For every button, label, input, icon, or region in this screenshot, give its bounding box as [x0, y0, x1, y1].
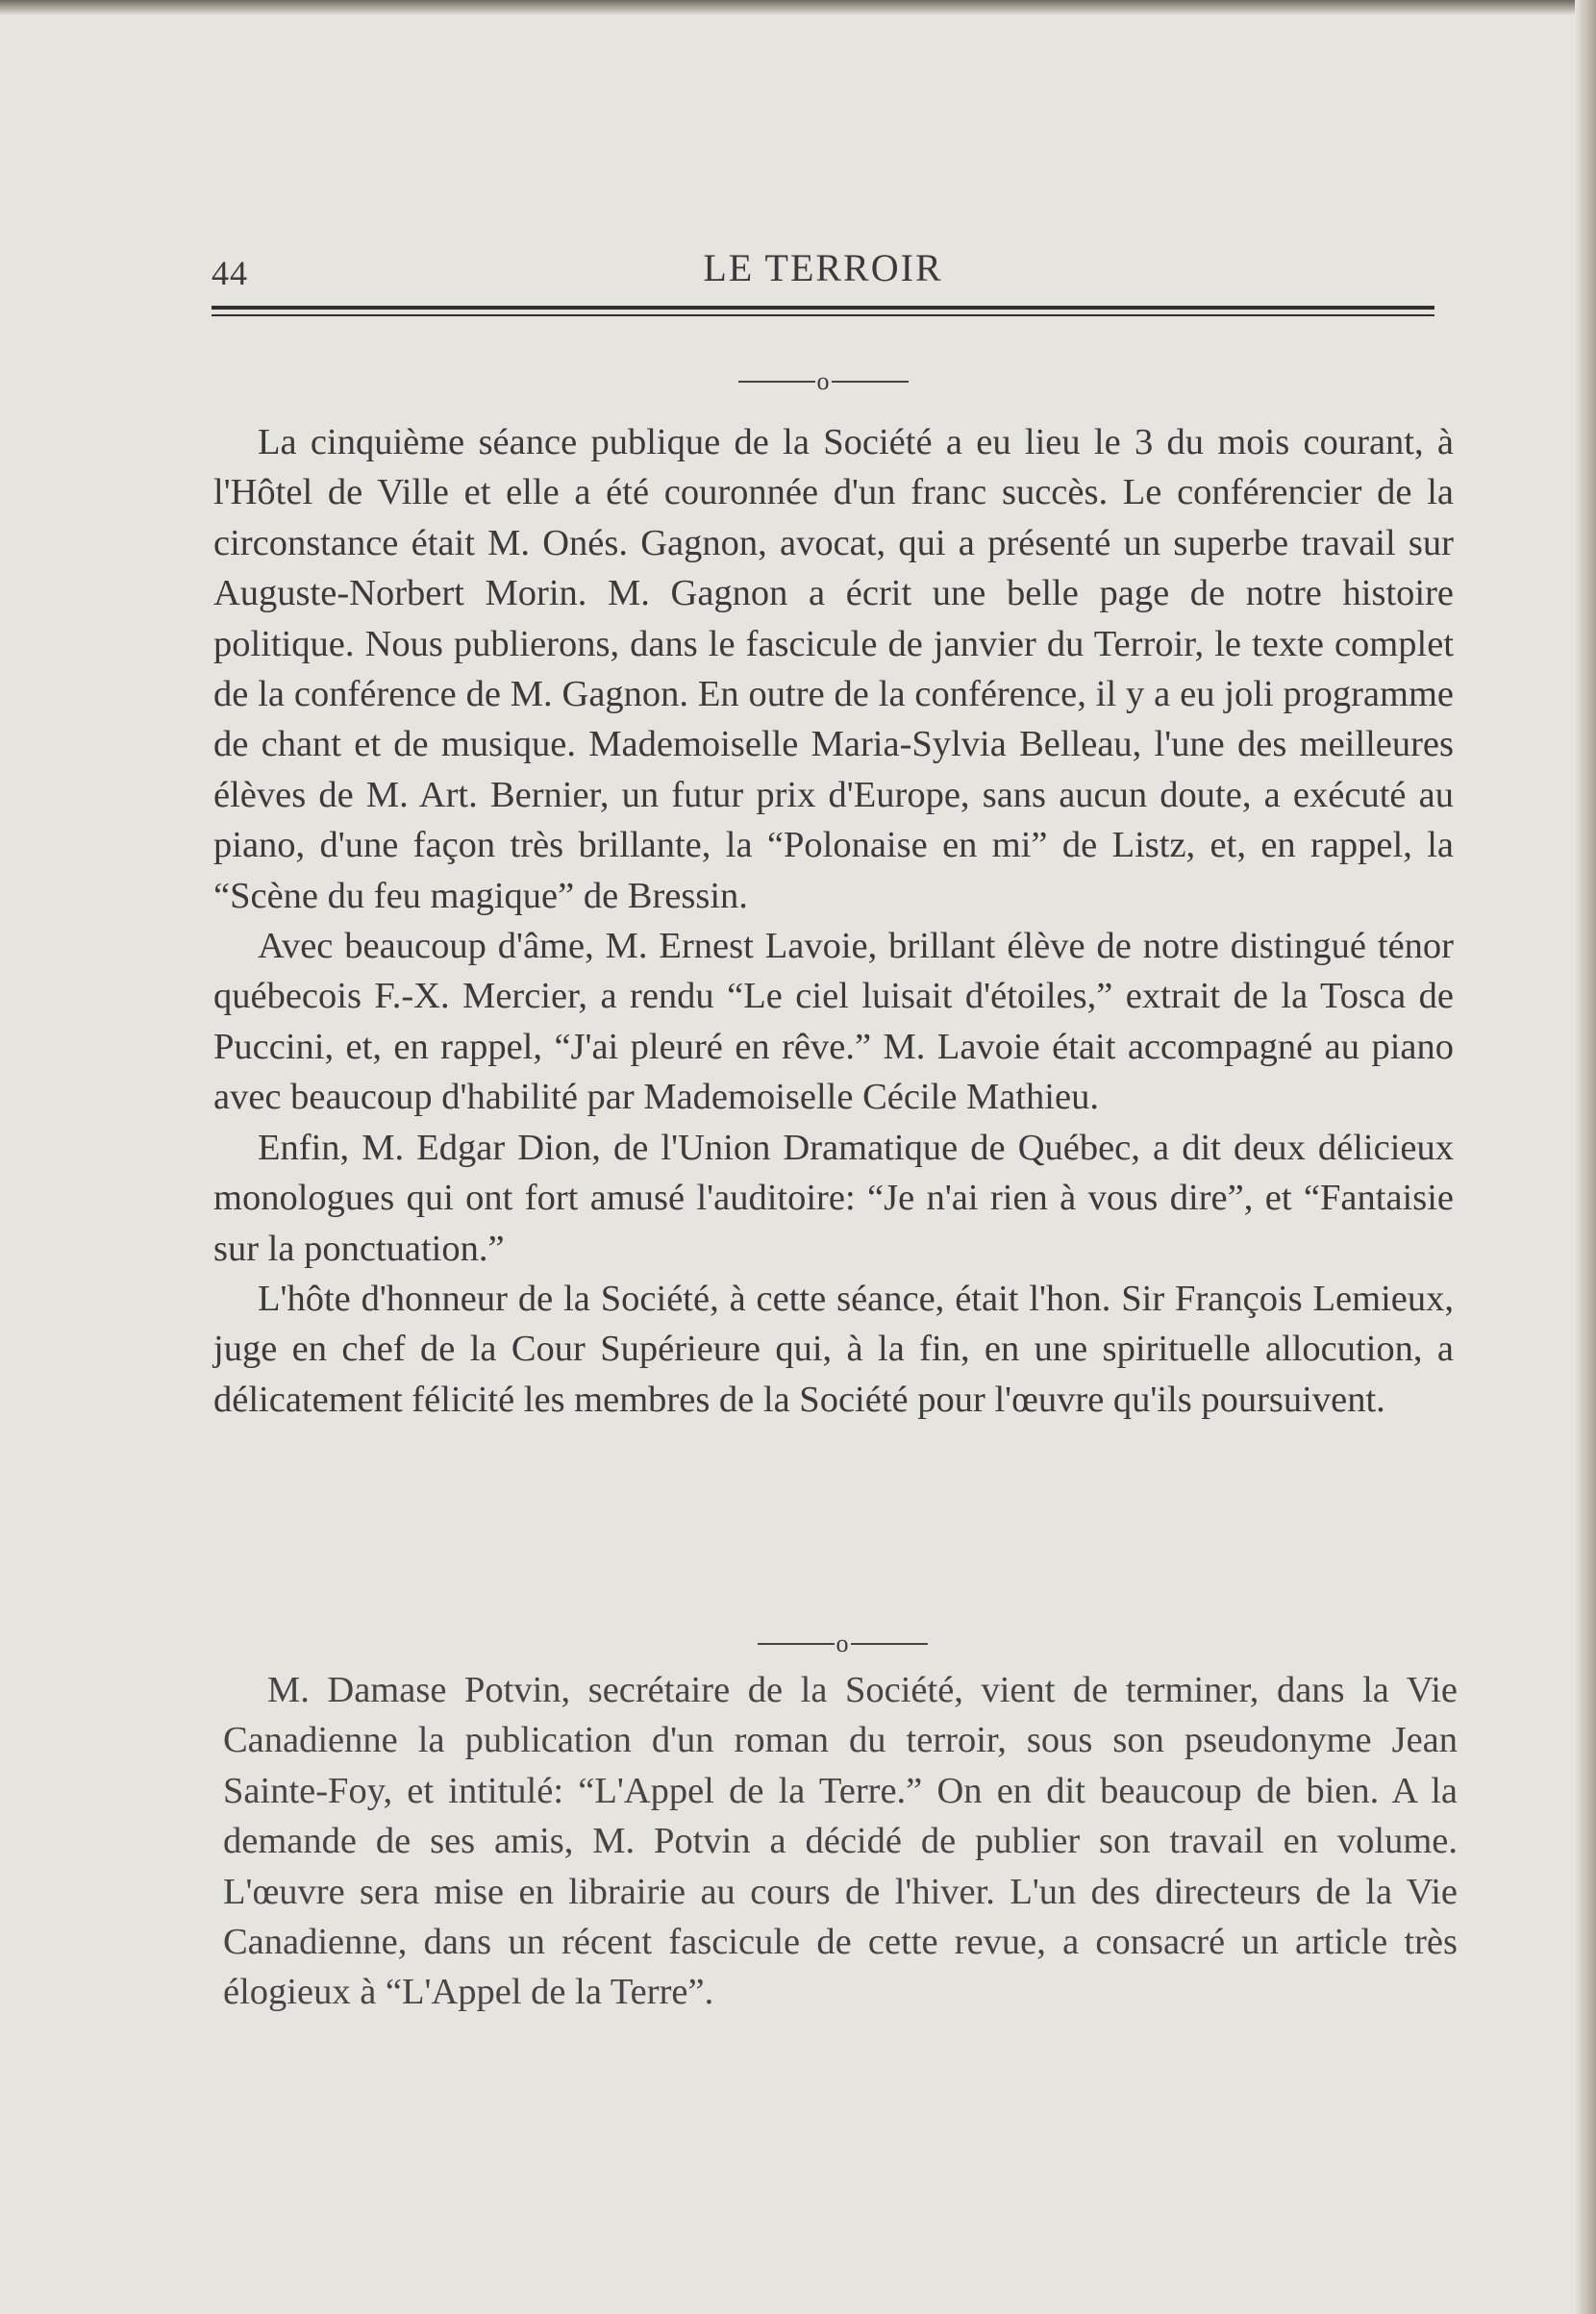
page-number: 44	[212, 254, 248, 292]
separator-line-left	[758, 1643, 835, 1645]
article-section-1	[213, 417, 1454, 1425]
section-separator	[212, 365, 1434, 394]
page-right-edge	[1575, 0, 1596, 2314]
separator-line-right	[851, 1643, 928, 1645]
separator-line-right	[832, 381, 909, 383]
running-title: LE TERROIR	[703, 246, 943, 289]
header-rule-thick	[212, 306, 1434, 310]
paragraph: La cinquième séance publique de la Société a eu lieu le 3 du mois courant, à l'Hôtel de Ville et elle a été couronnée d'un franc succès. Le conférencier de la circonstance était M. Onés. Gagnon, avocat, qui a présenté un superbe travail sur Auguste-Norbert Morin. M. Gagnon a écrit une belle page de notre histoire politique. Nous publierons, dans le fascicule de janvier du Terroir, le texte complet de la conférence de M. Gagnon. En outre de la conférence, il y a eu joli programme de chant et de musique. Mademoiselle Maria-Sylvia Belleau, l'une des meilleures élèves de M. Art. Bernier, un futur prix d'Europe, sans aucun doute, a exécuté au piano, d'une façon très brillante, la “Polonaise en mi” de Listz, et, en rappel, la “Scène du feu magique” de Bressin.	[213, 422, 1454, 916]
paragraph: L'hôte d'honneur de la Société, à cette séance, était l'hon. Sir François Lemieux, juge en chef de la Cour Supérieure qui, à la fin, en une spirituelle allocution, a délicatement félicité les membres de la Société pour l'œuvre qu'ils poursuivent.	[213, 1278, 1454, 1420]
paragraph: M. Damase Potvin, secrétaire de la Société, vient de terminer, dans la Vie Canadienne la publication d'un roman du terroir, sous son pseudonyme Jean Sainte-Foy, et intitulé: “L'Appel de la Terre.” On en dit beaucoup de bien. A la demande de ses amis, M. Potvin a décidé de publier son travail en volume. L'œuvre sera mise en librairie au cours de l'hiver. L'un des directeurs de la Vie Canadienne, dans un récent fascicule de cette revue, a consacré un article très élogieux à “L'Appel de la Terre”.	[223, 1670, 1458, 2013]
separator-line-left	[738, 381, 815, 383]
separator-ornament: o	[816, 367, 830, 396]
article-section-2	[223, 1665, 1458, 2018]
section-separator	[231, 1628, 1454, 1656]
page-top-edge	[0, 0, 1596, 15]
running-header	[212, 245, 1434, 293]
paragraph: Enfin, M. Edgar Dion, de l'Union Dramatique de Québec, a dit deux délicieux monologues qui ont fort amusé l'auditoire: “Je n'ai rien à vous dire”, et “Fantaisie sur la ponctuation.”	[213, 1127, 1454, 1269]
header-rule-thin	[212, 314, 1434, 316]
paragraph: Avec beaucoup d'âme, M. Ernest Lavoie, brillant élève de notre distingué ténor québecois F.-X. Mercier, a rendu “Le ciel luisait d'étoiles,” extrait de la Tosca de Puccini, et, en rappel, “J'ai pleuré en rêve.” M. Lavoie était accompagné au piano avec beaucoup d'habilité par Mademoiselle Cécile Mathieu.	[213, 926, 1454, 1118]
separator-ornament: o	[835, 1630, 849, 1658]
